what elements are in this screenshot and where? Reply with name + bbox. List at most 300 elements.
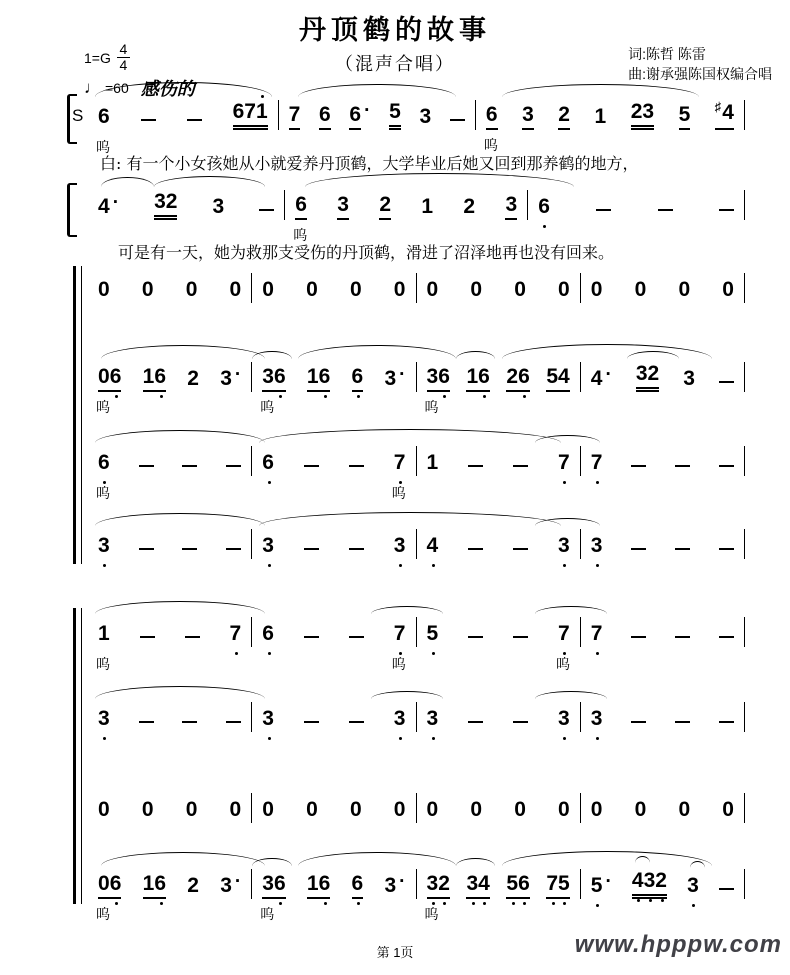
duration-dash: [140, 636, 155, 638]
note-digit: 0: [722, 798, 734, 821]
note-group: [212, 195, 224, 220]
note-digit: 4: [558, 365, 570, 388]
note-token: [187, 119, 202, 130]
note-digit: 0: [590, 278, 603, 301]
note-digit: 3: [98, 707, 110, 730]
note-digit: 1: [421, 195, 434, 218]
measure: [88, 446, 251, 502]
slur-arc: [502, 851, 712, 866]
note-token: [483, 103, 498, 154]
staff-brace-2: [67, 183, 77, 237]
slur-arc: [252, 858, 291, 866]
note-group: [558, 278, 570, 303]
note-digit: 3: [466, 872, 479, 895]
note-token: [556, 622, 571, 673]
page-number: 第 1页: [376, 945, 414, 960]
note-digit: 3: [683, 367, 695, 390]
duration-dash: [719, 548, 734, 550]
note-group: [678, 798, 690, 823]
note-token: [143, 365, 166, 392]
measure: [88, 100, 278, 156]
duration-dash: [141, 119, 156, 121]
note-group: [262, 278, 274, 303]
lyricist-credit: 词:陈哲 陈雷: [628, 46, 706, 62]
note-group: [98, 707, 110, 732]
note-group: [679, 103, 691, 130]
note-token: [260, 365, 286, 416]
note-token: [719, 888, 734, 899]
note-group: [230, 798, 242, 823]
note-token: [468, 548, 483, 559]
note-token: [591, 278, 603, 303]
duration-dash: [631, 465, 646, 467]
augmentation-dot: ·: [234, 871, 242, 892]
note-group: [154, 190, 177, 220]
note-digit: 3: [590, 534, 603, 557]
note-digit: 6: [154, 872, 167, 895]
note-digit: 0: [306, 278, 318, 301]
note-digit: 7: [590, 622, 603, 645]
note-digit: 1: [466, 365, 479, 388]
note-digit: 7: [393, 451, 406, 474]
note-digit: 5: [506, 872, 519, 895]
note-group: [230, 622, 242, 647]
note-group: [384, 874, 396, 899]
note-group: [427, 707, 439, 732]
note-digit: 2: [558, 103, 570, 126]
note-digit: 0: [141, 278, 154, 301]
note-group: [538, 195, 550, 220]
note-token: [687, 874, 699, 899]
augmentation-dot: ·: [605, 871, 612, 892]
note-token: [546, 872, 569, 899]
note-group: [306, 278, 318, 303]
note-digit: 2: [187, 874, 199, 897]
note-group: [470, 798, 482, 823]
key-signature: 1=G: [84, 49, 111, 66]
note-group: [506, 365, 529, 392]
duration-dash: [349, 465, 364, 467]
barline: [744, 793, 745, 823]
song-title: 丹顶鹤的故事: [299, 15, 491, 46]
note-digit: 3: [384, 367, 397, 390]
note-digit: 3: [426, 707, 439, 730]
note-digit: 0: [470, 798, 483, 821]
note-token: [719, 548, 734, 559]
note-digit: 6: [351, 872, 364, 895]
note-group: [319, 103, 331, 130]
note-digit: 6: [262, 622, 274, 645]
duration-dash: [513, 636, 528, 638]
note-group: [546, 872, 569, 899]
time-signature-denominator: 4: [119, 57, 128, 73]
note-digit: 0: [98, 798, 110, 821]
note-token: [591, 534, 603, 559]
note-digit: 7: [393, 622, 406, 645]
duration-dash: [182, 548, 197, 550]
note-digit: 3: [262, 872, 274, 895]
note-token: [220, 364, 242, 392]
note-token: [394, 798, 406, 823]
note-token: [143, 872, 166, 899]
note-token: [636, 362, 659, 392]
note-group: [98, 622, 110, 647]
note-digit: 1: [142, 365, 155, 388]
note-digit: 3: [337, 193, 349, 216]
note-digit: 3: [522, 103, 534, 126]
slur-arc: [95, 601, 266, 614]
note-digit: 6: [98, 105, 110, 128]
note-token: [319, 103, 331, 130]
note-group: [486, 103, 498, 130]
duration-dash: [596, 209, 611, 211]
measure: [417, 362, 580, 416]
note-digit: 3: [262, 707, 274, 730]
song-subtitle: （混声合唱）: [335, 54, 455, 75]
narration-line-2: 可是有一天，她为救那支受伤的丹顶鹤，滑进了沼泽地再也没有回来。: [118, 243, 615, 262]
duration-dash: [468, 548, 483, 550]
note-digit: 0: [470, 278, 483, 301]
note-token: [187, 874, 199, 899]
note-digit: 0: [558, 278, 570, 301]
note-digit: 3: [643, 869, 656, 892]
note-token: [289, 103, 301, 130]
barline: [744, 100, 745, 130]
note-token: [722, 278, 734, 303]
note-digit: 6: [109, 872, 122, 895]
note-digit: 2: [630, 100, 643, 123]
note-digit: 1: [594, 105, 607, 128]
note-group: [427, 534, 439, 559]
quarter-note-icon: ♩: [84, 78, 101, 97]
note-group: [350, 798, 362, 823]
barline: [744, 869, 745, 899]
note-group: [262, 534, 274, 559]
barline: [744, 446, 745, 476]
note-digit: 0: [185, 278, 198, 301]
note-digit: 3: [426, 365, 439, 388]
note-group: [262, 622, 274, 647]
note-token: [259, 209, 274, 220]
note-digit: 0: [590, 798, 603, 821]
note-group: [546, 365, 569, 392]
note-group: [187, 367, 199, 392]
note-group: [98, 872, 121, 899]
note-digit: 5: [558, 872, 570, 895]
note-token: [513, 548, 528, 559]
note-group: [722, 278, 734, 303]
note-token: [514, 798, 526, 823]
note-token: [466, 872, 489, 899]
note-digit: 6: [349, 103, 362, 126]
barline: [744, 529, 745, 559]
note-token: [262, 707, 274, 732]
measure: [252, 273, 415, 303]
measure: [417, 446, 580, 476]
note-group: [427, 278, 439, 303]
measure: [252, 529, 415, 559]
slur-arc: [259, 512, 561, 526]
augmentation-dot: ·: [399, 871, 406, 892]
duration-dash: [139, 721, 154, 723]
duration-dash: [259, 209, 274, 211]
note-digit: 3: [590, 707, 603, 730]
note-token: [678, 798, 690, 823]
duration-dash: [187, 119, 202, 121]
note-group: [463, 195, 475, 220]
duration-dash: [719, 888, 734, 890]
note-token: [212, 195, 224, 220]
score-line-bass-1: [88, 529, 745, 559]
note-digit: 7: [546, 872, 559, 895]
note-digit: 3: [384, 874, 397, 897]
note-token: [352, 365, 364, 392]
note-group: [514, 278, 526, 303]
score-line-tenor-1: [88, 446, 745, 502]
duration-dash: [182, 721, 197, 723]
note-token: [187, 367, 199, 392]
slur-arc: [95, 513, 266, 526]
note-group: [595, 105, 607, 130]
note-digit: 4: [722, 101, 734, 124]
note-token: [420, 105, 432, 130]
note-group: [394, 622, 406, 647]
note-token: [679, 103, 691, 130]
duration-dash: [304, 548, 319, 550]
note-token: [230, 622, 242, 647]
note-group: [631, 100, 654, 130]
note-group: [683, 367, 695, 392]
measure: [417, 529, 580, 559]
note-digit: 1: [306, 872, 319, 895]
note-digit: 0: [678, 798, 691, 821]
note-group: [427, 622, 439, 647]
note-digit: 0: [306, 798, 318, 821]
note-digit: 3: [393, 707, 406, 730]
note-group: [337, 193, 349, 220]
note-group: [186, 798, 198, 823]
note-token: [514, 278, 526, 303]
lyric-syllable: 呜: [96, 907, 110, 923]
note-group: [394, 534, 406, 559]
note-token: [424, 872, 450, 923]
note-group: [558, 103, 570, 130]
slur-arc: [95, 430, 266, 443]
measure: [279, 100, 475, 130]
note-digit: 4: [98, 195, 110, 218]
slur-arc: [535, 435, 601, 443]
note-digit: 6: [438, 365, 450, 388]
note-group: [558, 798, 570, 823]
note-group: [427, 798, 439, 823]
note-digit: 3: [220, 874, 232, 897]
note-digit: 5: [546, 365, 559, 388]
note-group: [591, 367, 603, 392]
note-digit: 0: [349, 798, 362, 821]
measure: [252, 702, 415, 732]
lyric-syllable: 呜: [424, 907, 439, 923]
note-group: [98, 798, 110, 823]
duration-dash: [226, 465, 241, 467]
note-group: [394, 707, 406, 732]
note-group: [632, 869, 667, 899]
note-token: [139, 548, 154, 559]
measure: [581, 617, 744, 647]
note-token: [591, 707, 603, 732]
note-digit: 5: [389, 100, 401, 123]
note-token: [304, 721, 319, 732]
duration-dash: [304, 465, 319, 467]
note-group: [558, 622, 570, 647]
note-digit: 0: [514, 278, 526, 301]
note-group: [636, 362, 659, 392]
duration-dash: [349, 548, 364, 550]
note-digit: 0: [558, 798, 570, 821]
note-digit: 1: [426, 451, 439, 474]
duration-dash: [304, 721, 319, 723]
note-digit: 0: [634, 278, 647, 301]
duration-dash: [719, 465, 734, 467]
note-token: [349, 636, 364, 647]
note-token: [538, 195, 550, 220]
slur-arc: [298, 852, 456, 866]
measure: [581, 362, 744, 392]
slur-arc: [456, 351, 495, 359]
note-digit: 1: [142, 872, 155, 895]
note-token: [427, 278, 439, 303]
note-token: [304, 548, 319, 559]
lyric-syllable: 呜: [260, 907, 275, 923]
note-group: [591, 451, 603, 476]
measure: [252, 446, 415, 502]
note-digit: 6: [262, 451, 274, 474]
note-group: [143, 365, 166, 392]
note-token: [260, 872, 286, 923]
note-digit: 3: [262, 365, 274, 388]
note-token: [98, 278, 110, 303]
note-token: [632, 869, 667, 899]
note-digit: 3: [558, 534, 570, 557]
note-token: [635, 798, 647, 823]
note-digit: 0: [722, 278, 734, 301]
duration-dash: [719, 636, 734, 638]
note-token: [98, 192, 120, 220]
note-group: [389, 100, 401, 130]
note-token: [96, 451, 110, 502]
note-token: [722, 798, 734, 823]
note-digit: 7: [288, 103, 301, 126]
note-token: [427, 534, 439, 559]
note-digit: 6: [109, 365, 122, 388]
measure: [417, 273, 580, 303]
note-token: [182, 465, 197, 476]
note-token: [522, 103, 534, 130]
note-token: [596, 209, 611, 220]
note-token: [427, 451, 439, 476]
voice-label: S: [72, 106, 84, 125]
note-digit: 6: [518, 872, 530, 895]
note-token: [450, 119, 465, 130]
note-token: [389, 100, 401, 130]
note-token: [427, 622, 439, 647]
duration-dash: [631, 721, 646, 723]
measure: [417, 617, 580, 673]
note-token: [186, 798, 198, 823]
duration-dash: [513, 548, 528, 550]
measure: [88, 617, 251, 673]
note-token: [558, 534, 570, 559]
measure: [581, 273, 744, 303]
note-group: [350, 278, 362, 303]
note-token: [546, 365, 569, 392]
system-bracket-2: [73, 608, 82, 904]
note-token: [505, 193, 517, 220]
note-token: [394, 278, 406, 303]
duration-dash: [675, 721, 690, 723]
note-group: [420, 105, 432, 130]
note-digit: 2: [165, 190, 178, 213]
note-digit: 3: [262, 534, 274, 557]
note-digit: 5: [590, 874, 603, 897]
note-token: [293, 193, 308, 244]
duration-dash: [513, 721, 528, 723]
note-digit: 1: [306, 365, 319, 388]
note-digit: 6: [351, 365, 364, 388]
note-group: [295, 193, 307, 220]
note-group: [427, 451, 439, 476]
measure: [252, 362, 415, 416]
note-digit: 7: [558, 622, 570, 645]
note-token: [349, 721, 364, 732]
lyric-syllable: 呜: [96, 140, 110, 156]
lyric-syllable: 呜: [556, 657, 571, 673]
duration-dash: [349, 721, 364, 723]
note-token: [350, 798, 362, 823]
note-token: [591, 798, 603, 823]
duration-dash: [631, 548, 646, 550]
note-digit: 0: [98, 872, 110, 895]
score-line-alto-1: [88, 362, 745, 416]
note-digit: 4: [590, 367, 603, 390]
note-token: [719, 465, 734, 476]
note-token: [384, 871, 406, 899]
note-token: [513, 636, 528, 647]
note-digit: 7: [244, 100, 256, 123]
slur-arc: [502, 344, 712, 359]
note-token: [590, 364, 612, 392]
note-token: [715, 101, 734, 130]
note-token: [262, 451, 274, 476]
lyric-syllable: 呜: [96, 657, 110, 673]
duration-dash: [468, 636, 483, 638]
note-digit: 0: [262, 278, 274, 301]
note-token: [262, 622, 274, 647]
note-digit: 6: [295, 193, 307, 216]
note-token: [591, 622, 603, 647]
note-token: [463, 195, 475, 220]
note-group: [349, 103, 361, 130]
note-group: [394, 278, 406, 303]
score-line-bass-2: [88, 702, 745, 732]
note-group: [591, 534, 603, 559]
note-digit: 0: [349, 278, 362, 301]
note-digit: 2: [438, 872, 450, 895]
note-digit: 0: [98, 278, 110, 301]
note-digit: 2: [187, 367, 199, 390]
note-digit: 0: [393, 798, 406, 821]
note-group: [394, 451, 406, 476]
note-group: [230, 278, 242, 303]
